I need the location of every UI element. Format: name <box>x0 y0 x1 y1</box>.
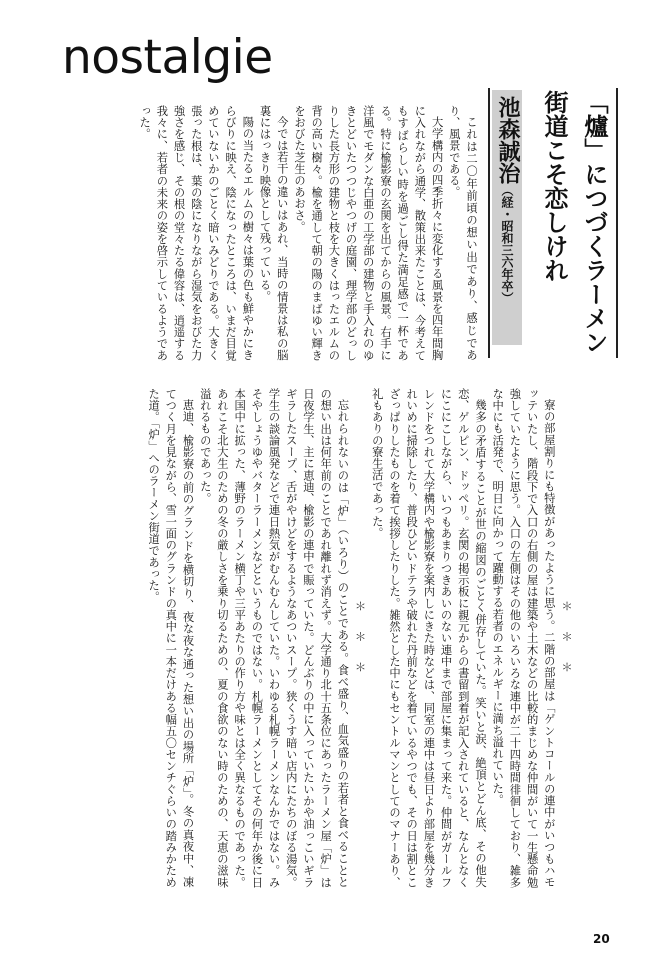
paragraph: 今では若干の違いはあれ、当時の情景は私の脳裏にはっきり映像として残っている。 <box>258 105 289 361</box>
paragraph: 忘れられないのは「炉」（いろり）のことである。食べ盛り、血気盛りの若者と食べることとの想い出は何年前のことであれ離れず消えず。大学通り北十五条位にあったラーメン屋「炉」は日夜学生、主に恵迪、楡影の連中で賑っていた。どんぶりの中に入っていたいかや油っこいギラギラしたスープ、舌がやけどをするようなあついスープ。狭くうす暗い店内にたちのぼる湯気。学生の談論風発などで連日熱気がむんむんしていた。いわゆる札幌ラーメンなんかではない。みそやしょうゆやバターラーメンなどというものではない。札幌ラーメンとしてその何年か後に日本国中に拡った、薄野のラーメン横丁や三平あたりの作り方や味とは全く異なるものであった。あれこそ北大生のための冬の厳しさを乗り切るための、夏の食欲のない時のための、天恵の滋味溢れるものであった。 <box>198 388 350 888</box>
section-heading: nostalgie <box>62 30 273 85</box>
paragraph: 幾多の矛盾することが世の縮図のごとく併存していた。笑いと涙、絶頂とどん底、その他失恋、ゲルピン、ドッペリ。玄関の掲示板に親元からの書留到着が記入されていると、なんとなくにこにこしながら、いつもあまりつきあいのない連中まで部屋に集まって来た。仲間がガールフレンドをつれて大学構内や楡影寮を案内しにきた時などは、同室の連中は昼日より部屋を幾分きれいめに掃除したり、普段ひどいドテラや破れた丹前などを着ているやつでも、その日は割とこざっぱりしたものを着て挨拶したりした。雑然とした中にもセントルマンとしてのマナーあり、礼もありの寮生活であった。 <box>370 388 487 888</box>
paragraph: これは二〇年前頃の想い出であり、感じであり、風景である。 <box>447 105 478 361</box>
lower-text-block <box>75 388 575 888</box>
article-title: 「爐」につづくラーメン街道こそ恋しけれ <box>540 90 608 354</box>
paragraph: 恵迪、楡影寮の前のグランドを横切り、夜な夜な通った想い出の場所「炉」。冬の真夜中、凍てつく月を見ながら、雪一面のグランドの真中に一本だけある幅五〇センチぐらいの踏みかためた道。「炉」へのラーメン街道であった。 <box>147 388 195 888</box>
paragraph: 陽の当たるエルムの樹々は葉の色も鮮やかにきらびりに映え、陰になったところは、いまだ目覚めていないかのごとく暗いみどりである。大きく張った根は、葉の陰になりながら湿気をおびた力強さを感じ、その根の堂々たる偉容は、逍遥する我々に、若者の未来の姿を啓示しているようであった。 <box>138 105 255 361</box>
section-divider: ＊ ＊ ＊ <box>353 599 367 677</box>
paragraph: 寮の部屋割りにも特徴があったように思う。二階の部屋は「ゲントコールの連中がいつもハモッテいたし、階段下で入口の右側の屋は建築や土木などの比較的まじめな仲間がいて一生懸命勉強していたように思う。入口の左側はその他のいろいろな連中が二十四時間徘徊しており、雑多な中にも活発で、明日に向かって躍動する若者のエネルギーに満ち溢れていた。 <box>491 388 556 888</box>
section-divider: ＊ ＊ ＊ <box>560 599 573 677</box>
author-name-text: 池森誠治 <box>495 96 520 184</box>
author-name <box>492 96 522 341</box>
author-box <box>492 90 522 345</box>
paragraph: 大学構内の四季折々に変化する風景を四年間胸に入れながら通学、散策出来たことは、今考えてもすばらしい時を過ごし得た満足感で一杯である。特に楡影寮の玄関を出てからの風景。右手に洋風でモダンな白亜の工学部の建物と手入れのゆきとどいたつつじやつげの庭園、理学部のどっしりした長方形の建物と枝を大きくはったエルムの背の高い樹々。楡を通して朝の陽のまばゆい輝きをおびた芝生のあおさ。 <box>292 105 444 361</box>
page-number: 20 <box>593 932 610 946</box>
author-note: （経・昭和三六年卒） <box>500 184 514 304</box>
upper-text-block <box>60 105 480 361</box>
